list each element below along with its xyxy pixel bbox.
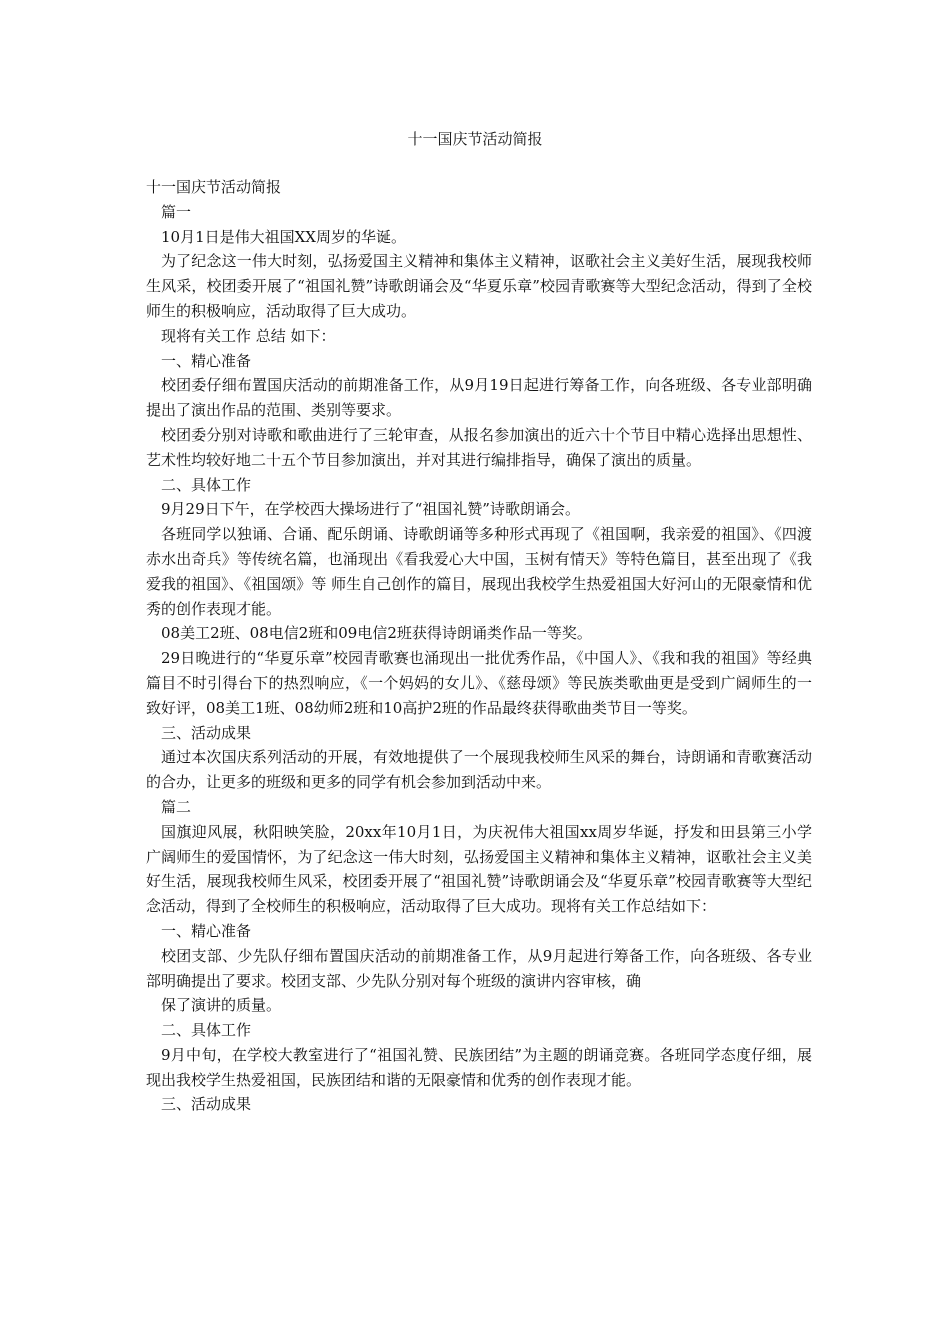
paragraph: 10月1日是伟大祖国XX周岁的华诞。 — [161, 227, 406, 246]
paragraph: 篇二 — [161, 797, 192, 816]
paragraph: 29日晚进行的“华夏乐章”校园青歌赛也涌现出一批优秀作品，《中国人》、《我和我的祖国》等经典篇目不时引得台下的热烈响应，《一个妈妈的女儿》、《慈母颂》等民族类歌曲更是受到广阔师生的一致好评，08美工1班、08幼师2班和10高护2班的作品最终获得歌曲类节目一等奖。 — [146, 649, 812, 717]
paragraph: 08美工2班、08电信2班和09电信2班获得诗朗诵类作品一等奖。 — [161, 624, 592, 643]
paragraph: 篇一 — [161, 202, 192, 221]
paragraph: 为了纪念这一伟大时刻，弘扬爱国主义精神和集体主义精神，讴歌社会主义美好生活，展现我校师生风采，校团委开展了“祖国礼赞”诗歌朗诵会及“华夏乐章”校园青歌赛等大型纪念活动，得到了全校师生的积极响应，活动取得了巨大成功。 — [146, 252, 812, 320]
paragraph: 国旗迎风展，秋阳映笑脸，20xx年10月1日，为庆祝伟大祖国xx周岁华诞，抒发和田县第三小学广阔师生的爱国情怀，为了纪念这一伟大时刻，弘扬爱国主义精神和集体主义精神，讴歌社会主义美好生活，展现我校师生风采，校团委开展了“祖国礼赞”诗歌朗诵会及“华夏乐章”校园青歌赛等大型纪念活动，得到了全校师生的积极响应，活动取得了巨大成功。现将有关工作总结如下： — [146, 822, 812, 916]
paragraph: 二、具体工作 — [161, 1021, 252, 1040]
paragraph: 校团支部、少先队仔细布置国庆活动的前期准备工作，从9月起进行筹备工作，向各班级、各专业部明确提出了要求。校团支部、少先队分别对每个班级的演讲内容审核，确 — [146, 946, 812, 990]
paragraph: 通过本次国庆系列活动的开展，有效地提供了一个展现我校师生风采的舞台，诗朗诵和青歌赛活动的合办，让更多的班级和更多的同学有机会参加到活动中来。 — [146, 748, 812, 792]
paragraph: 十一国庆节活动简报 — [146, 178, 282, 196]
paragraph: 现将有关工作 总结 如下： — [161, 326, 336, 345]
paragraph: 二、具体工作 — [161, 475, 252, 494]
document-title: 十一国庆节活动简报 — [407, 130, 543, 148]
document-body — [146, 175, 812, 1117]
paragraph: 三、活动成果 — [161, 1095, 252, 1114]
paragraph: 一、精心准备 — [161, 921, 252, 940]
paragraph: 校团委分别对诗歌和歌曲进行了三轮审查，从报名参加演出的近六十个节目中精心选择出思想性、艺术性均较好地二十五个节目参加演出，并对其进行编排指导，确保了演出的质量。 — [146, 425, 812, 469]
paragraph: 三、活动成果 — [161, 723, 252, 742]
paragraph: 各班同学以独诵、合诵、配乐朗诵、诗歌朗诵等多种形式再现了《祖国啊，我亲爱的祖国》、《四渡赤水出奇兵》等传统名篇，也涌现出《看我爱心大中国，玉树有情天》等特色篇目，甚至出现了《我爱我的祖国》、《祖国颂》等 师生自己创作的篇目，展现出我校学生热爱祖国大好河山的无限豪情和优秀的创作表现才能。 — [146, 525, 812, 618]
paragraph: 一、精心准备 — [161, 351, 252, 370]
paragraph: 9月29日下午，在学校西大操场进行了“祖国礼赞”诗歌朗诵会。 — [161, 500, 580, 519]
paragraph: 保了演讲的质量。 — [161, 996, 282, 1015]
paragraph: 校团委仔细布置国庆活动的前期准备工作，从9月19日起进行筹备工作，向各班级、各专业部明确提出了演出作品的范围、类别等要求。 — [146, 376, 812, 420]
paragraph: 9月中旬，在学校大教室进行了“祖国礼赞、民族团结”为主题的朗诵竞赛。各班同学态度仔细，展现出我校学生热爱祖国，民族团结和谐的无限豪情和优秀的创作表现才能。 — [146, 1045, 812, 1089]
